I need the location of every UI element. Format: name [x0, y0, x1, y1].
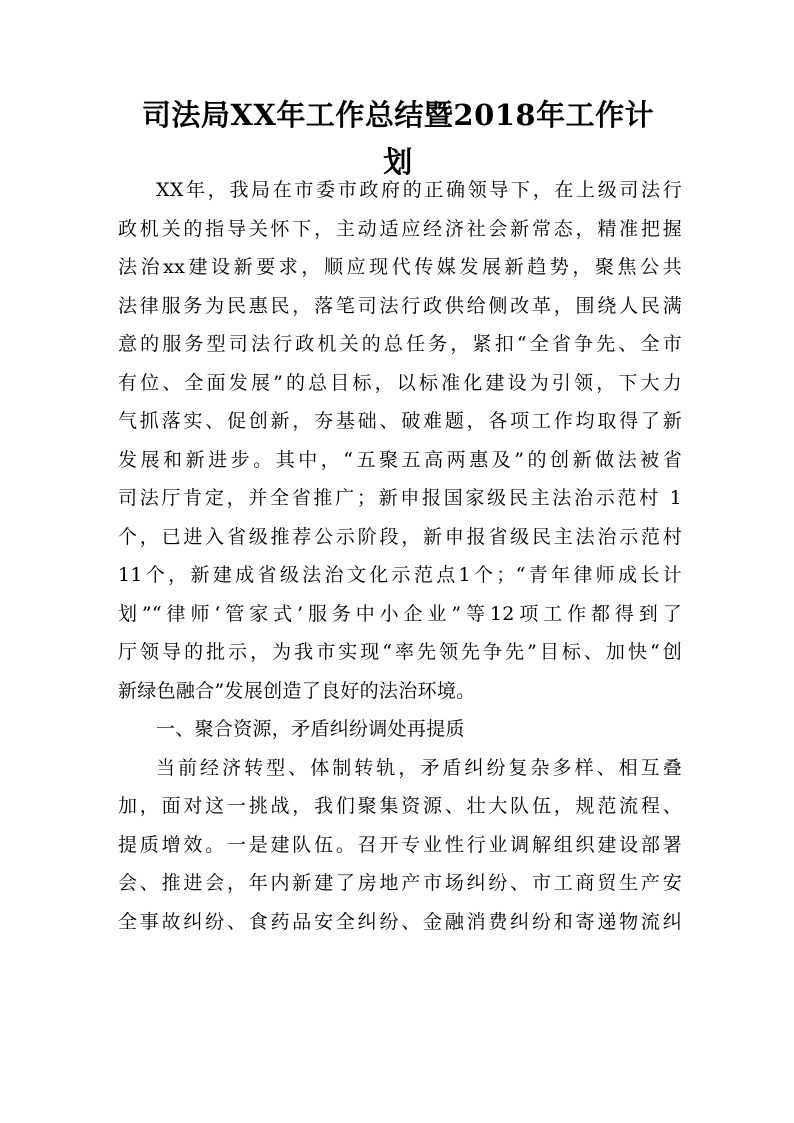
- paragraph-1-line: 11个，新建成省级法治文化示范点1个；“青年律师成长计: [118, 564, 682, 586]
- title-line-1: 司法局XX年工作总结暨2018年工作计: [141, 98, 655, 132]
- paragraph-1-line: 法治xx建设新要求，顺应现代传媒发展新趋势，聚焦公共: [118, 256, 682, 278]
- paragraph-1-line: 政机关的指导关怀下，主动适应经济社会新常态，精准把握: [118, 217, 682, 240]
- paragraph-1-line: 气抓落实、促创新，夯基础、破难题，各项工作均取得了新: [118, 410, 682, 432]
- paragraph-2-line: 当前经济转型、体制转轨，矛盾纠纷复杂多样、相互叠: [156, 756, 682, 779]
- section-1-heading: 一、聚合资源，矛盾纠纷调处再提质: [156, 718, 465, 740]
- paragraph-1-line: XX年，我局在市委市政府的正确领导下，在上级司法行: [156, 179, 682, 201]
- document-body: [118, 171, 682, 941]
- paragraph-1-line: 厅领导的批示，为我市实现“率先领先争先”目标、加快“创: [118, 641, 682, 663]
- paragraph-1-line: 意的服务型司法行政机关的总任务，紧扣“全省争先、全市: [118, 333, 682, 355]
- paragraph-2-line: 提质增效。一是建队伍。召开专业性行业调解组织建设部署: [118, 833, 682, 856]
- paragraph-1-line: 司法厅肯定，并全省推广；新申报国家级民主法治示范村 1: [118, 487, 682, 509]
- paragraph-1-line: 发展和新进步。其中，“五聚五高两惠及”的创新做法被省: [118, 448, 682, 471]
- paragraph-2-line: 加，面对这一挑战，我们聚集资源、壮大队伍，规范流程、: [118, 795, 682, 817]
- title-line-2: 划: [383, 145, 413, 179]
- paragraph-1-line: 有位、全面发展”的总目标，以标准化建设为引领，下大力: [118, 371, 682, 394]
- paragraph-2-line: 全事故纠纷、食药品安全纠纷、金融消费纠纷和寄递物流纠: [118, 910, 682, 933]
- paragraph-2-line: 会、推进会，年内新建了房地产市场纠纷、市工商贸生产安: [118, 872, 682, 894]
- paragraph-1-line: 新绿色融合”发展创造了良好的法治环境。: [118, 679, 476, 702]
- paragraph-1-line: 个，已进入省级推荐公示阶段，新申报省级民主法治示范村: [118, 525, 682, 548]
- paragraph-1-line: 划”“律师‘管家式’服务中小企业”等12项工作都得到了: [118, 602, 682, 625]
- paragraph-1-line: 法律服务为民惠民，落笔司法行政供给侧改革，围绕人民满: [118, 294, 682, 317]
